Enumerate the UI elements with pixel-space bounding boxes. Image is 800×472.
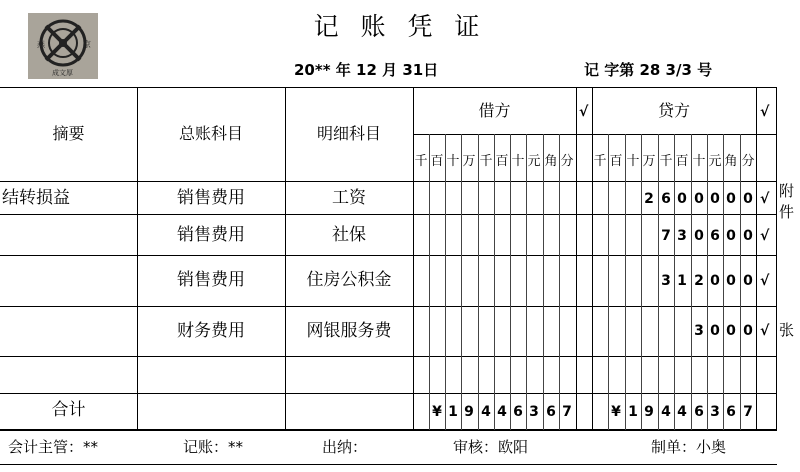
row4-detail-account: 网银服务费 — [306, 321, 392, 341]
header-detail-account: 明细科目 — [316, 124, 381, 143]
debit-unit-1: 百 — [430, 154, 444, 169]
debit-subcol — [526, 134, 527, 430]
row-border — [0, 255, 777, 256]
total-credit-digit: 6 — [726, 404, 736, 420]
row4-general-account: 财务费用 — [177, 321, 245, 341]
total-credit-digit: 3 — [710, 404, 720, 420]
debit-unit-7: 元 — [527, 154, 541, 169]
debit-unit-2: 十 — [446, 154, 460, 169]
credit-subcol — [641, 134, 642, 430]
voucher-title: 记 账 凭 证 — [313, 12, 487, 41]
date-year: 20** 年 — [294, 61, 351, 79]
debit-subcol — [510, 134, 511, 430]
row2-detail-account: 社保 — [332, 225, 366, 245]
debit-subcol — [429, 134, 430, 430]
row-border — [0, 306, 777, 307]
row4-credit-digit: 0 — [726, 323, 736, 339]
credit-unit-0: 千 — [593, 154, 607, 169]
total-debit-digit: 7 — [562, 404, 572, 420]
header-credit: 贷方 — [657, 101, 690, 120]
total-credit-digit: ¥ — [611, 404, 621, 420]
total-debit-digit: 6 — [546, 404, 556, 420]
credit-subcol — [625, 134, 626, 430]
logo-text-left: 燕 — [37, 40, 45, 49]
col-border — [592, 87, 593, 430]
header-credit-check: √ — [760, 104, 770, 120]
debit-unit-0: 千 — [414, 154, 428, 169]
footer-cashier: 出纳： — [322, 438, 368, 456]
total-debit-digit: 1 — [448, 404, 458, 420]
row4-credit-check: √ — [760, 323, 770, 339]
row-border — [0, 393, 777, 394]
debit-subcol — [461, 134, 462, 430]
row1-credit-digit: 0 — [710, 191, 720, 207]
logo-text-bottom: 成文厚 — [52, 69, 73, 77]
row3-general-account: 销售费用 — [177, 270, 245, 290]
header-summary: 摘要 — [52, 124, 85, 143]
row3-detail-account: 住房公积金 — [306, 270, 392, 290]
table-bottom-border — [0, 429, 777, 431]
row2-credit-digit: 0 — [743, 228, 753, 244]
credit-subcol — [608, 134, 609, 430]
attachment-label-bottom: 张 — [779, 321, 795, 339]
row3-credit-digit: 3 — [661, 273, 671, 289]
total-debit-digit: 4 — [481, 404, 491, 420]
logo-text-right: 京 — [83, 40, 91, 49]
row1-credit-check: √ — [760, 191, 770, 207]
total-credit-digit: 4 — [677, 404, 687, 420]
voucher-number: 记 字第 28 3/3 号 — [584, 61, 713, 79]
total-credit-digit: 7 — [743, 404, 753, 420]
credit-unit-9: 分 — [741, 154, 755, 169]
row1-credit-digit: 0 — [694, 191, 704, 207]
row2-general-account: 销售费用 — [177, 225, 245, 245]
total-debit-digit: 6 — [513, 404, 523, 420]
row3-credit-digit: 0 — [710, 273, 720, 289]
col-border — [776, 87, 777, 430]
total-credit-digit: 4 — [661, 404, 671, 420]
row3-credit-digit: 1 — [677, 273, 687, 289]
total-debit-digit: ¥ — [432, 404, 442, 420]
total-debit-digit: 3 — [529, 404, 539, 420]
date-month: 12 月 — [356, 61, 398, 79]
row2-credit-digit: 0 — [694, 228, 704, 244]
footer-accounting-supervisor: 会计主管：** — [8, 438, 99, 456]
total-debit-digit: 4 — [497, 404, 507, 420]
row4-credit-digit: 0 — [743, 323, 753, 339]
col-border — [413, 87, 414, 430]
footer-reviewer: 审核：欧阳 — [453, 438, 529, 456]
col-border — [576, 87, 577, 430]
debit-unit-4: 千 — [479, 154, 493, 169]
debit-subcol — [543, 134, 544, 430]
total-credit-digit: 9 — [644, 404, 654, 420]
row2-credit-digit: 6 — [710, 228, 720, 244]
row4-credit-digit: 0 — [710, 323, 720, 339]
row1-credit-digit: 6 — [661, 191, 671, 207]
row3-credit-digit: 0 — [743, 273, 753, 289]
credit-unit-7: 元 — [708, 154, 722, 169]
footer-bottom-border — [0, 464, 777, 465]
credit-unit-2: 十 — [626, 154, 640, 169]
credit-unit-5: 百 — [675, 154, 689, 169]
row3-credit-digit: 0 — [726, 273, 736, 289]
total-credit-digit: 1 — [628, 404, 638, 420]
credit-unit-3: 万 — [642, 154, 656, 169]
credit-unit-4: 千 — [659, 154, 673, 169]
row1-summary: 结转损益 — [2, 188, 70, 208]
row2-credit-digit: 0 — [726, 228, 736, 244]
footer-bookkeeper: 记账：** — [183, 438, 244, 456]
row2-credit-digit: 7 — [661, 228, 671, 244]
total-debit-digit: 9 — [464, 404, 474, 420]
debit-subcol — [494, 134, 495, 430]
row-border — [0, 214, 777, 215]
header-bottom-border — [0, 181, 777, 182]
debit-unit-3: 万 — [462, 154, 476, 169]
row1-credit-digit: 0 — [677, 191, 687, 207]
row1-credit-digit: 0 — [743, 191, 753, 207]
debit-unit-5: 百 — [495, 154, 509, 169]
debit-unit-9: 分 — [560, 154, 574, 169]
row2-credit-digit: 3 — [677, 228, 687, 244]
row3-credit-check: √ — [760, 273, 770, 289]
debit-subcol — [559, 134, 560, 430]
date-line — [294, 63, 438, 78]
date-day: 31日 — [402, 61, 439, 79]
attachment-label-top: 附 — [779, 182, 795, 200]
footer-preparer: 制单：小奥 — [651, 438, 727, 456]
debit-unit-8: 角 — [544, 154, 558, 169]
row1-credit-digit: 2 — [644, 191, 654, 207]
credit-unit-6: 十 — [692, 154, 706, 169]
total-credit-digit: 6 — [694, 404, 704, 420]
debit-unit-6: 十 — [511, 154, 525, 169]
header-debit-check: √ — [579, 104, 589, 120]
header-debit: 借方 — [478, 101, 511, 120]
row3-credit-digit: 2 — [694, 273, 704, 289]
attachment-label-middle: 件 — [779, 203, 795, 221]
row-border — [0, 356, 777, 357]
total-label: 合计 — [51, 400, 86, 420]
col-border — [756, 87, 757, 430]
row1-detail-account: 工资 — [332, 188, 366, 208]
header-general-account: 总账科目 — [178, 124, 243, 143]
credit-unit-1: 百 — [609, 154, 623, 169]
debit-subcol — [478, 134, 479, 430]
table-top-border — [0, 87, 777, 88]
credit-unit-8: 角 — [724, 154, 738, 169]
row1-credit-digit: 0 — [726, 191, 736, 207]
row1-general-account: 销售费用 — [177, 188, 245, 208]
debit-subcol — [445, 134, 446, 430]
row4-credit-digit: 3 — [694, 323, 704, 339]
row2-credit-check: √ — [760, 228, 770, 244]
